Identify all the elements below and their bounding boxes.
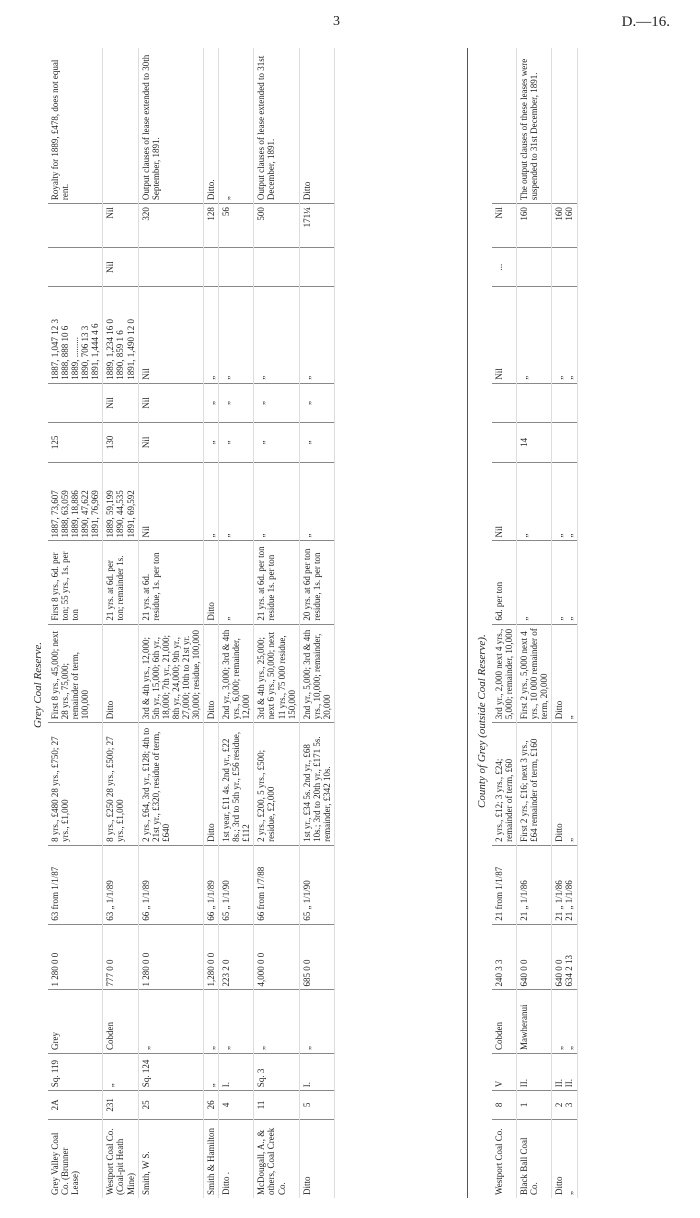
cell-remarks: Output clauses of lease extended to 30th September, 1891. bbox=[138, 48, 203, 204]
cell-period: 21 „ 1/1/86 bbox=[517, 845, 552, 924]
cell-output-deficit: 160 160 bbox=[552, 204, 577, 248]
cell-coal-raised: „ bbox=[299, 462, 334, 541]
cell-period: 65 „ 1/1/90 bbox=[219, 845, 254, 924]
cell-output-deficit: 320 bbox=[138, 204, 203, 248]
cell-royalty-rate: „ bbox=[219, 541, 254, 624]
cell-royalty-rate: „ „ bbox=[552, 541, 577, 624]
cell-area: 223 2 0 bbox=[219, 924, 254, 990]
cell-district: „ bbox=[299, 990, 334, 1054]
cell-royalty-paid: „ bbox=[517, 287, 552, 383]
table-row bbox=[103, 48, 138, 1198]
page-number: 3 bbox=[333, 14, 340, 29]
cell-royalty-paid: Nil bbox=[138, 287, 203, 383]
cell-rental: Ditto bbox=[204, 723, 219, 846]
cell-district: Cobden bbox=[103, 990, 138, 1054]
cell-area: 1 280 0 0 bbox=[138, 924, 203, 990]
cell-holder: McDougall, A., & others, Coal Creek Co. bbox=[254, 1119, 299, 1198]
cell-period: 66 „ 1/1/89 bbox=[138, 845, 203, 924]
cell-area: 1 280 0 0 bbox=[48, 924, 103, 990]
cell-rent-arrears bbox=[552, 383, 577, 422]
cell-sheet: I. bbox=[299, 1053, 334, 1090]
cell-output: 3rd yr., 2,000 next 4 yrs., 5,000; remainder, 10,000 bbox=[492, 624, 517, 723]
cell-district: „ bbox=[219, 990, 254, 1054]
cell-holder: Black Ball Coal Co. bbox=[517, 1119, 552, 1198]
cell-royalty-paid: 1889, 1,234 16 0 1890, 859 1 6 1891, 1,490 12 0 bbox=[103, 287, 138, 383]
cell-men: „ bbox=[299, 423, 334, 462]
cell-output: Ditto bbox=[204, 624, 219, 723]
cell-coal-raised: Nil bbox=[138, 462, 203, 541]
cell-sheet: Sq. 3 bbox=[254, 1053, 299, 1090]
cell-area: 685 0 0 bbox=[299, 924, 334, 990]
cell-output: 3rd & 4th yrs., 25,000; next 6 yrs., 50,000; next 11 yrs., 75 000 residue, 150,000 bbox=[254, 624, 299, 723]
cell-holder: Smith, W S. bbox=[138, 1119, 203, 1198]
table-row bbox=[204, 48, 219, 1198]
table-row bbox=[299, 48, 334, 1198]
section-title-county-of-grey: County of Grey (outside Coal Reserve). bbox=[476, 634, 488, 808]
table-row bbox=[254, 48, 299, 1198]
cell-royalty-rate: First 8 yrs., 6d. per ton; 55 yrs., 1s. per ton bbox=[48, 541, 103, 624]
cell-no: 25 bbox=[138, 1091, 203, 1119]
grey-coal-reserve-table bbox=[48, 48, 335, 1198]
cell-no: 2 3 bbox=[552, 1091, 577, 1119]
cell-output-deficit: 171¼ bbox=[299, 204, 334, 248]
cell-royalty-paid: 1887, 1,047 12 3 1888, 888 10 6 1889, ......... 1890, 706 13 3 1891, 1,444 4 6 bbox=[48, 287, 103, 383]
cell-remarks: Output clauses of lease extended to 31st December, 1891. bbox=[254, 48, 299, 204]
cell-coal-raised: 1887, 73,607 1888, 63,059 1889, 18,886 1890, 47,622 1891, 76,969 bbox=[48, 462, 103, 541]
cell-district: „ bbox=[204, 990, 219, 1054]
cell-royalty-rate: 21 yrs. at 6d. residue, 1s. per ton bbox=[138, 541, 203, 624]
cell-output: 3rd & 4th yrs., 12,000; 5th yr., 15,000; 6th yr., 18,000; 7th yr., 21,000; 8th yr., 24,000; 9th yr., 27,000; 10th to 21st yr. 30,000; residue, 100,000 bbox=[138, 624, 203, 723]
county-of-grey-table bbox=[492, 48, 578, 1198]
cell-men: „ bbox=[219, 423, 254, 462]
cell-coal-raised: „ bbox=[254, 462, 299, 541]
cell-men: 130 bbox=[103, 423, 138, 462]
cell-no: 26 bbox=[204, 1091, 219, 1119]
cell-sheet: „ bbox=[103, 1053, 138, 1090]
cell-men: 125 bbox=[48, 423, 103, 462]
cell-holder: Westport Coal Co. (Coal-pit Heath Mine) bbox=[103, 1119, 138, 1198]
cell-rental: 2 yrs., £200, 5 yrs., £500; residue, £2,000 bbox=[254, 723, 299, 846]
cell-period: 63 „ 1/1/89 bbox=[103, 845, 138, 924]
cell-holder: Ditto „ bbox=[552, 1119, 577, 1198]
cell-royalty-paid: „ bbox=[204, 287, 219, 383]
cell-area: 240 3 3 bbox=[492, 924, 517, 990]
table-row bbox=[138, 48, 203, 1198]
cell-coal-raised: „ „ bbox=[552, 462, 577, 541]
cell-district: Cobden bbox=[492, 990, 517, 1054]
cell-rental: 8 yrs., £480 28 yrs., £750; 27 yrs., £1,000 bbox=[48, 723, 103, 846]
cell-sheet: V bbox=[492, 1053, 517, 1090]
cell-remarks: „ bbox=[219, 48, 254, 204]
cell-output: 2nd yr., 5,000; 3rd & 4th yrs., 10,000; remainder, 20,000 bbox=[299, 624, 334, 723]
section-divider bbox=[467, 48, 468, 1198]
cell-area: 640 0 0 634 2 13 bbox=[552, 924, 577, 990]
cell-district: „ bbox=[138, 990, 203, 1054]
cell-output: Ditto „ bbox=[552, 624, 577, 723]
cell-royalty-rate: „ bbox=[517, 541, 552, 624]
cell-period: 65 „ 1/1/90 bbox=[299, 845, 334, 924]
cell-rental: 8 yrs., £250 28 yrs., £500; 27 yrs., £1,000 bbox=[103, 723, 138, 846]
table-row bbox=[219, 48, 254, 1198]
cell-rental: 2 yrs., £64, 3rd yr., £128; 4th to 21st yr., £320, residue of term, £640 bbox=[138, 723, 203, 846]
cell-area: 4,000 0 0 bbox=[254, 924, 299, 990]
cell-royalty-rate: 20 yrs. at 6d per ton residue, 1s. per ton bbox=[299, 541, 334, 624]
cell-no: 8 bbox=[492, 1091, 517, 1119]
cell-remarks bbox=[552, 48, 577, 204]
cell-royalty-paid: „ bbox=[219, 287, 254, 383]
cell-royalty-rate: Ditto bbox=[204, 541, 219, 624]
cell-rent-arrears: Nil bbox=[103, 383, 138, 422]
cell-coal-raised: „ bbox=[219, 462, 254, 541]
cell-remarks bbox=[103, 48, 138, 204]
table-row bbox=[48, 48, 103, 1198]
cell-output-deficit: 56 bbox=[219, 204, 254, 248]
cell-district: „ bbox=[254, 990, 299, 1054]
cell-rent-arrears: Nil bbox=[138, 383, 203, 422]
cell-rental: 2 yrs., £12; 3 yrs., £24; remainder of term, £60 bbox=[492, 723, 517, 846]
cell-sheet: II. bbox=[517, 1053, 552, 1090]
cell-sheet: I. bbox=[219, 1053, 254, 1090]
cell-rent-arrears: „ bbox=[299, 383, 334, 422]
cell-royalty-arrears: Nil bbox=[103, 247, 138, 286]
cell-royalty-paid: „ bbox=[254, 287, 299, 383]
cell-holder: Westport Coal Co. bbox=[492, 1119, 517, 1198]
cell-no: 1 bbox=[517, 1091, 552, 1119]
cell-coal-raised: „ bbox=[204, 462, 219, 541]
cell-royalty-arrears: ... bbox=[492, 247, 517, 286]
cell-no: 2A bbox=[48, 1091, 103, 1119]
rotated-table-area bbox=[30, 48, 670, 1198]
cell-remarks: Royalty for 1889, £478, does not equal rent. bbox=[48, 48, 103, 204]
cell-no: 11 bbox=[254, 1091, 299, 1119]
cell-royalty-paid: „ bbox=[299, 287, 334, 383]
cell-output-deficit: 128 bbox=[204, 204, 219, 248]
cell-output-deficit bbox=[48, 204, 103, 248]
cell-men bbox=[492, 423, 517, 462]
cell-no: 4 bbox=[219, 1091, 254, 1119]
cell-men: „ bbox=[254, 423, 299, 462]
cell-men: 14 bbox=[517, 423, 552, 462]
cell-rental: 1st yr., £34 5s. 2nd yr., £68 10s.; 3rd to 20th yr., £171 5s. remainder, £342 10s. bbox=[299, 723, 334, 846]
cell-output: 2nd yr., 3,000; 3rd & 4th yrs., 6,000; remainder, 12,000 bbox=[219, 624, 254, 723]
cell-rental: First 2 yrs., £16; next 3 yrs., £64 remainder of term, £160 bbox=[517, 723, 552, 846]
cell-coal-raised: „ bbox=[517, 462, 552, 541]
cell-rental: 1st year, £11 4s. 2nd yr., £22 8s.; 3rd to 5th yr., £56 residue, £112 bbox=[219, 723, 254, 846]
cell-district: Mawheranui bbox=[517, 990, 552, 1054]
cell-period: 21 from 1/1/87 bbox=[492, 845, 517, 924]
cell-royalty-arrears bbox=[254, 247, 299, 286]
cell-area: 640 0 0 bbox=[517, 924, 552, 990]
cell-area: 1,280 0 0 bbox=[204, 924, 219, 990]
cell-rental: Ditto „ bbox=[552, 723, 577, 846]
cell-remarks: The output clauses of these leases were suspended to 31st December, 1891. bbox=[517, 48, 552, 204]
cell-holder: Ditto . bbox=[219, 1119, 254, 1198]
cell-period: 63 from 1/1/87 bbox=[48, 845, 103, 924]
cell-royalty-arrears bbox=[552, 247, 577, 286]
cell-rent-arrears: „ bbox=[254, 383, 299, 422]
cell-output-deficit: 500 bbox=[254, 204, 299, 248]
cell-royalty-paid: Nil bbox=[492, 287, 517, 383]
cell-royalty-arrears bbox=[48, 247, 103, 286]
document-reference: D.—16. bbox=[621, 14, 670, 30]
cell-rent-arrears bbox=[517, 383, 552, 422]
cell-sheet: II. II. bbox=[552, 1053, 577, 1090]
cell-remarks: Ditto bbox=[299, 48, 334, 204]
cell-area: 777 0 0 bbox=[103, 924, 138, 990]
cell-rent-arrears bbox=[492, 383, 517, 422]
cell-holder: Grey Valley Coal Co. (Brunner Lease) bbox=[48, 1119, 103, 1198]
cell-sheet: Sq. 124 bbox=[138, 1053, 203, 1090]
cell-sheet: „ bbox=[204, 1053, 219, 1090]
cell-holder: Smith & Hamilton bbox=[204, 1119, 219, 1198]
cell-period: 21 „ 1/1/86 21 „ 1/1/86 bbox=[552, 845, 577, 924]
cell-holder: Ditto bbox=[299, 1119, 334, 1198]
cell-men: „ bbox=[204, 423, 219, 462]
section-title-grey-coal-reserve: Grey Coal Reserve. bbox=[32, 641, 44, 728]
cell-output: First 2 yrs., 5,000 next 4 yrs., 10 000 remainder of term, 20,000 bbox=[517, 624, 552, 723]
cell-royalty-rate: 6d. per ton bbox=[492, 541, 517, 624]
table-row bbox=[492, 48, 517, 1198]
cell-sheet: Sq. 119 bbox=[48, 1053, 103, 1090]
cell-royalty-arrears bbox=[219, 247, 254, 286]
cell-output: Ditto bbox=[103, 624, 138, 723]
table-row bbox=[517, 48, 552, 1198]
cell-no: 5 bbox=[299, 1091, 334, 1119]
cell-output: First 8 yrs., 45,000; next 28 yrs., 75,000; remainder of term, 100,000 bbox=[48, 624, 103, 723]
table-row bbox=[552, 48, 577, 1198]
cell-remarks: Ditto. bbox=[204, 48, 219, 204]
cell-rent-arrears: „ bbox=[204, 383, 219, 422]
cell-royalty-arrears bbox=[299, 247, 334, 286]
cell-coal-raised: 1889, 59,199 1890, 44,535 1891, 69,592 bbox=[103, 462, 138, 541]
cell-rent-arrears bbox=[48, 383, 103, 422]
cell-royalty-arrears bbox=[204, 247, 219, 286]
cell-district: „ „ bbox=[552, 990, 577, 1054]
cell-royalty-arrears bbox=[517, 247, 552, 286]
cell-period: 66 „ 1/1/89 bbox=[204, 845, 219, 924]
cell-men: Nil bbox=[138, 423, 203, 462]
cell-remarks bbox=[492, 48, 517, 204]
cell-district: Grey bbox=[48, 990, 103, 1054]
cell-royalty-rate: 21 yrs. at 6d. per ton; remainder 1s. bbox=[103, 541, 138, 624]
cell-men bbox=[552, 423, 577, 462]
cell-royalty-arrears bbox=[138, 247, 203, 286]
cell-royalty-paid: „ „ bbox=[552, 287, 577, 383]
cell-output-deficit: 160 bbox=[517, 204, 552, 248]
cell-output-deficit: Nil bbox=[492, 204, 517, 248]
cell-no: 231 bbox=[103, 1091, 138, 1119]
cell-rent-arrears: „ bbox=[219, 383, 254, 422]
cell-coal-raised: Nil bbox=[492, 462, 517, 541]
cell-output-deficit: Nil bbox=[103, 204, 138, 248]
cell-period: 66 from 1/7/88 bbox=[254, 845, 299, 924]
cell-royalty-rate: 21 yrs. at 6d. per ton residue 1s. per ton bbox=[254, 541, 299, 624]
